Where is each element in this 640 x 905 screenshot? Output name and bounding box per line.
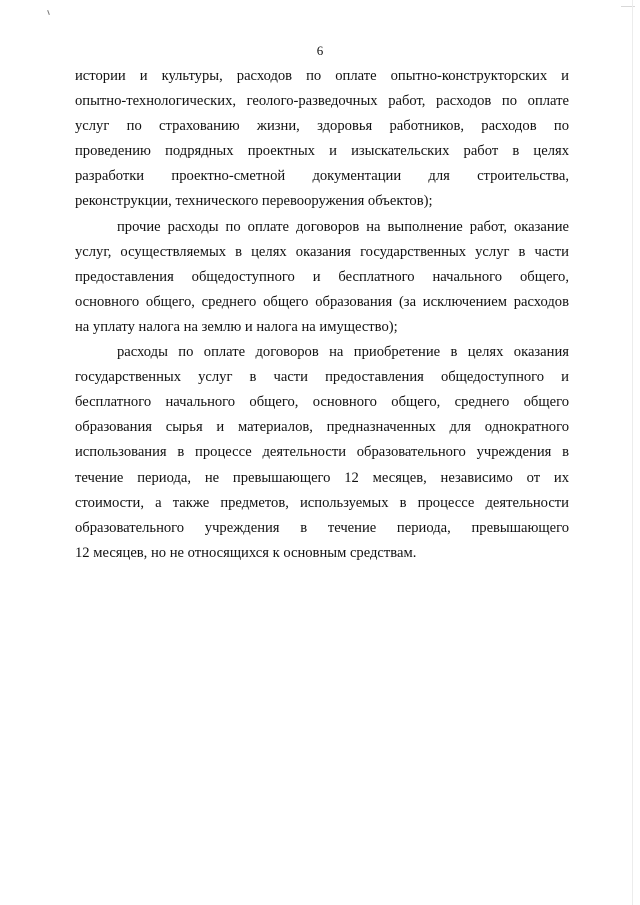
text-line: истории и культуры, расходов по оплате опытно-конструкторских и [75,68,569,84]
text-line: основного общего, среднего общего образования (за исключением расходов [75,293,569,310]
text-line: образования сырья и материалов, предназначенных для однократного [75,419,569,436]
paragraph [75,215,569,340]
text-line: расходы по оплате договоров на приобретение в целях оказания [117,344,569,361]
scan-artifact [47,10,50,15]
text-line: 12 месяцев, но не относящихся к основным средствам. [75,544,417,561]
text-line: прочие расходы по оплате договоров на выполнение работ, оказание [117,218,569,235]
text-line: бесплатного начального общего, основного общего, среднего общего [75,394,569,411]
text-line: опытно-технологических, геолого-разведочных работ, расходов по оплате [75,93,569,110]
document-body [75,64,569,566]
text-line: образовательного учреждения в течение периода, превышающего [75,519,569,536]
text-line: разработки проектно-сметной документации для строительства, [75,168,569,185]
text-line: проведению подрядных проектных и изыскательских работ в целях [75,143,569,160]
text-line: на уплату налога на землю и налога на имущество); [75,318,398,335]
paragraph [75,64,569,215]
text-line: услуг, осуществляемых в целях оказания государственных услуг в части [75,243,569,260]
text-line: стоимости, а также предметов, используемых в процессе деятельности [75,494,569,511]
scan-edge [632,0,633,905]
paragraph [75,340,569,566]
text-line: реконструкции, технического перевооружения объектов); [75,193,433,210]
text-line: предоставления общедоступного и бесплатного начального общего, [75,268,569,285]
page-number: 6 [316,43,324,58]
text-line: услуг по страхованию жизни, здоровья работников, расходов по [75,118,569,135]
text-line: использования в процессе деятельности образовательного учреждения в [75,444,569,461]
text-line: течение периода, не превышающего 12 месяцев, независимо от их [75,469,569,486]
text-line: государственных услуг в части предоставления общедоступного и [75,369,569,386]
